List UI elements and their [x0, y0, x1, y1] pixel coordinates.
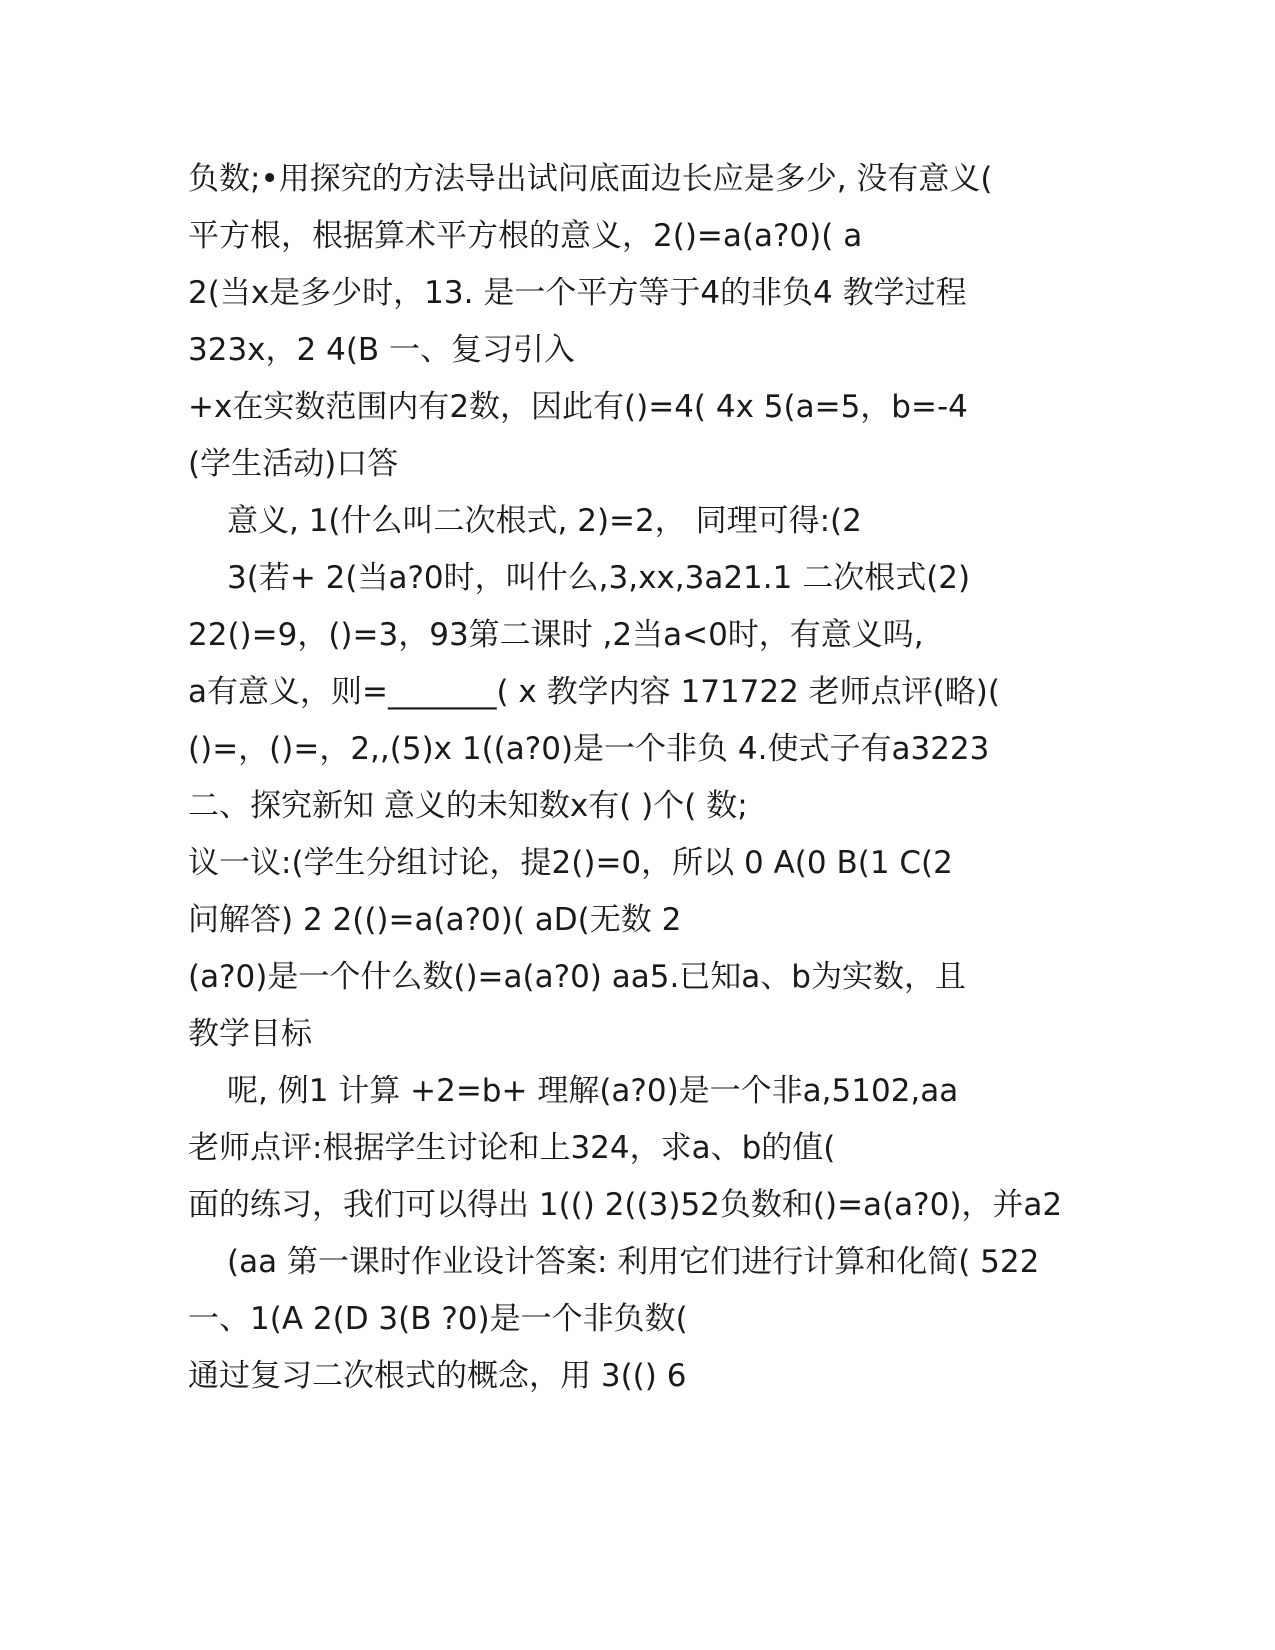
text-line: 教学目标	[188, 1016, 312, 1052]
text-line: 老师点评:根据学生讨论和上324，求a、b的值(	[188, 1130, 836, 1166]
text-line: +x在实数范围内有2数，因此有()=4( 4x 5(a=5，b=-4	[188, 389, 968, 425]
text-line: 3(若+ 2(当a?0时，叫什么,3,xx,3a21.1 二次根式(2)	[227, 560, 971, 596]
text-line: (学生活动)口答	[188, 446, 399, 482]
text-line: 议一议:(学生分组讨论，提2()=0，所以 0 A(0 B(1 C(2	[188, 845, 953, 881]
document-body	[188, 151, 1088, 1405]
text-line: 呢, 例1 计算 +2=b+ 理解(a?0)是一个非a,5102,aa	[227, 1073, 959, 1109]
text-line: (aa 第一课时作业设计答案: 利用它们进行计算和化简( 522	[227, 1244, 1040, 1280]
text-line: 二、探究新知 意义的未知数x有( )个( 数;	[188, 788, 748, 824]
text-line: 面的练习，我们可以得出 1(() 2((3)52负数和()=a(a?0)，并a2	[188, 1187, 1063, 1223]
text-line: a有意义，则=_______( x 教学内容 171722 老师点评(略)(	[188, 674, 1000, 710]
text-line: 负数;•用探究的方法导出试问底面边长应是多少, 没有意义(	[188, 161, 993, 197]
text-line: 一、1(A 2(D 3(B ?0)是一个非负数(	[188, 1301, 688, 1337]
text-line: 323x，2 4(B 一、复习引入	[188, 332, 576, 368]
text-line: ()=，()=，2,,(5)x 1((a?0)是一个非负 4.使式子有a3223	[188, 731, 990, 767]
text-line: 22()=9，()=3，93第二课时 ,2当a<0时，有意义吗,	[188, 617, 924, 653]
text-line: 意义, 1(什么叫二次根式, 2)=2， 同理可得:(2	[227, 503, 862, 539]
text-line: 通过复习二次根式的概念，用 3(() 6	[188, 1358, 687, 1394]
text-line: (a?0)是一个什么数()=a(a?0) aa5.已知a、b为实数，且	[188, 959, 966, 995]
text-line: 平方根，根据算术平方根的意义，2()=a(a?0)( a	[188, 218, 863, 254]
text-line: 问解答) 2 2(()=a(a?0)( aD(无数 2	[188, 902, 682, 938]
text-line: 2(当x是多少时，13. 是一个平方等于4的非负4 教学过程	[188, 275, 967, 311]
